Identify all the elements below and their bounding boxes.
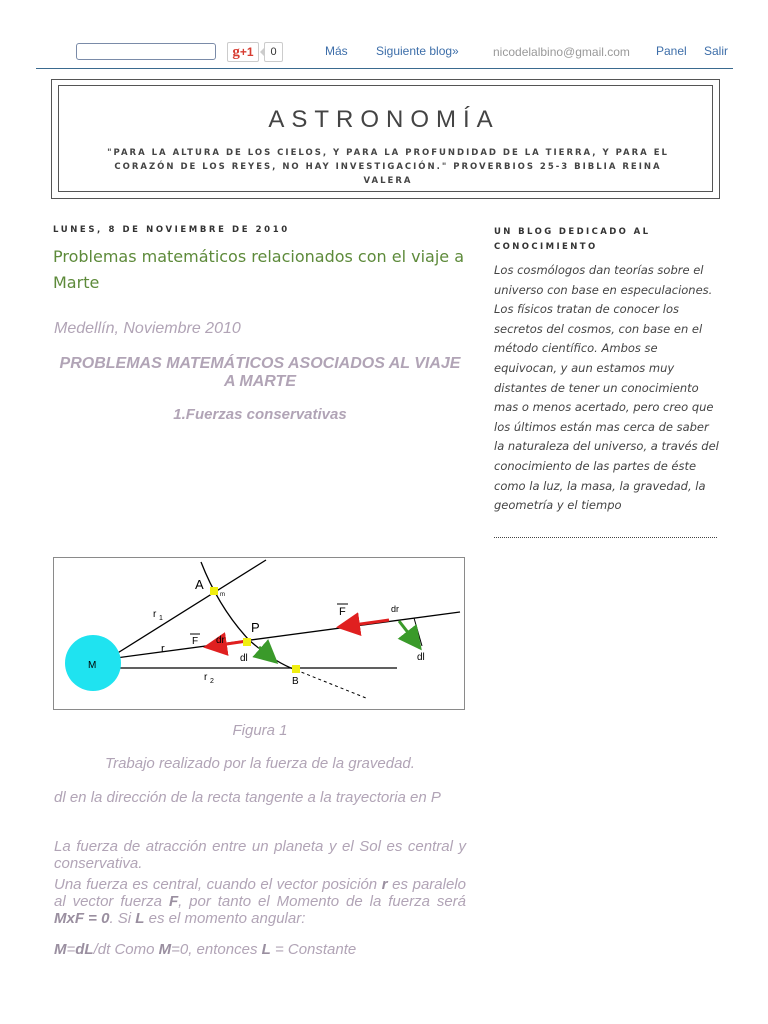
dl-arrow-mid	[259, 647, 276, 662]
tangent-paragraph: dl en la dirección de la recta tangente a la trayectoria en P	[54, 789, 441, 806]
google-plus-one-button[interactable]	[227, 42, 259, 62]
central-force-paragraph: La fuerza de atracción entre un planeta y el Sol es central y conservativa.	[54, 838, 466, 872]
label-A: A	[195, 577, 204, 592]
label-r2-sub: 2	[210, 678, 214, 685]
point-B	[292, 665, 300, 673]
next-blog-link[interactable]: Siguiente blog»	[376, 44, 459, 58]
label-m: m	[220, 592, 225, 598]
post-date: LUNES, 8 DE NOVIEMBRE DE 2010	[53, 225, 290, 235]
plus-one-count: 0	[264, 42, 283, 62]
central-force-definition: Una fuerza es central, cuando el vector posición r es paralelo al vector fuerza F, por tanto el Momento de la fuerza será MxF = 0. Si L es el momento angular:	[54, 876, 466, 927]
plus-one-label: +1	[239, 45, 254, 59]
more-link[interactable]: Más	[325, 44, 348, 58]
label-dl-mid: dl	[240, 653, 248, 664]
label-r1: r	[153, 609, 157, 620]
label-dr-mid: dr	[216, 635, 225, 646]
label-r2: r	[204, 672, 208, 683]
label-dl-right: dl	[417, 652, 425, 663]
sidebar-widget-title: UN BLOG DEDICADO AL CONOCIMIENTO	[494, 227, 651, 252]
force-arrow-mid	[206, 641, 247, 647]
user-email: nicodelalbino@gmail.com	[493, 45, 630, 59]
label-dr-top: dr	[391, 604, 400, 614]
label-P: P	[251, 620, 260, 635]
orbit-diagram	[54, 558, 464, 709]
blog-title[interactable]: ASTRONOMÍA	[268, 106, 500, 133]
figure-caption: Figura 1	[232, 722, 288, 739]
label-r: r	[161, 643, 165, 655]
force-arrow-right	[339, 620, 389, 627]
sidebar-divider	[494, 537, 717, 538]
figure-1-diagram	[53, 557, 465, 710]
point-A	[210, 587, 218, 595]
blogger-navbar	[0, 0, 768, 70]
tangent-dashed	[296, 670, 366, 698]
label-r1-sub: 1	[159, 615, 163, 622]
label-B: B	[292, 676, 299, 687]
dashboard-link[interactable]: Panel	[656, 44, 687, 58]
trajectory-curve	[201, 562, 296, 670]
label-F-mid: F	[192, 636, 199, 647]
point-P	[243, 638, 251, 646]
work-paragraph: Trabajo realizado por la fuerza de la gravedad.	[105, 755, 415, 772]
post-city-date: Medellín, Noviembre 2010	[54, 320, 241, 337]
google-g-icon: g	[232, 44, 240, 60]
navbar-divider	[36, 68, 733, 69]
label-F-top: F	[339, 606, 346, 618]
dl-arrow-right	[399, 621, 420, 648]
post-subheading: 1.Fuerzas conservativas	[173, 406, 347, 423]
blog-description: "PARA LA ALTURA DE LOS CIELOS, Y PARA LA PROFUNDIDAD DE LA TIERRA, Y PARA EL CORAZÓN DE LOS REYES, NO HAY INVESTIGACIÓN." PROVERBIOS 25-3 BIBLIA REINA VALERA	[107, 148, 669, 186]
sidebar-widget-text: Los cosmólogos dan teorías sobre el universo con base en especulaciones. Los físicos tratan de conocer los secretos del cosmos, con base en el método científico. Ambos se equivocan, y aun estamos muy distantes de tener un conocimiento mas o menos acertado, pero creo que los últimos están mas cerca de saber la naturaleza del universo, a través del conocimiento de las partes de éste como la luz, la masa, la gravedad, la geometría y el tiempo	[494, 263, 719, 513]
search-input[interactable]	[76, 43, 216, 60]
sign-out-link[interactable]: Salir	[704, 44, 729, 58]
post-heading: PROBLEMAS MATEMÁTICOS ASOCIADOS AL VIAJE A MARTE	[59, 355, 461, 390]
label-M: M	[88, 660, 97, 671]
post-title[interactable]: Problemas matemáticos relacionados con el viaje a Marte	[53, 247, 465, 292]
angular-momentum-paragraph: M=dL/dt Como M=0, entonces L = Constante	[54, 941, 357, 958]
